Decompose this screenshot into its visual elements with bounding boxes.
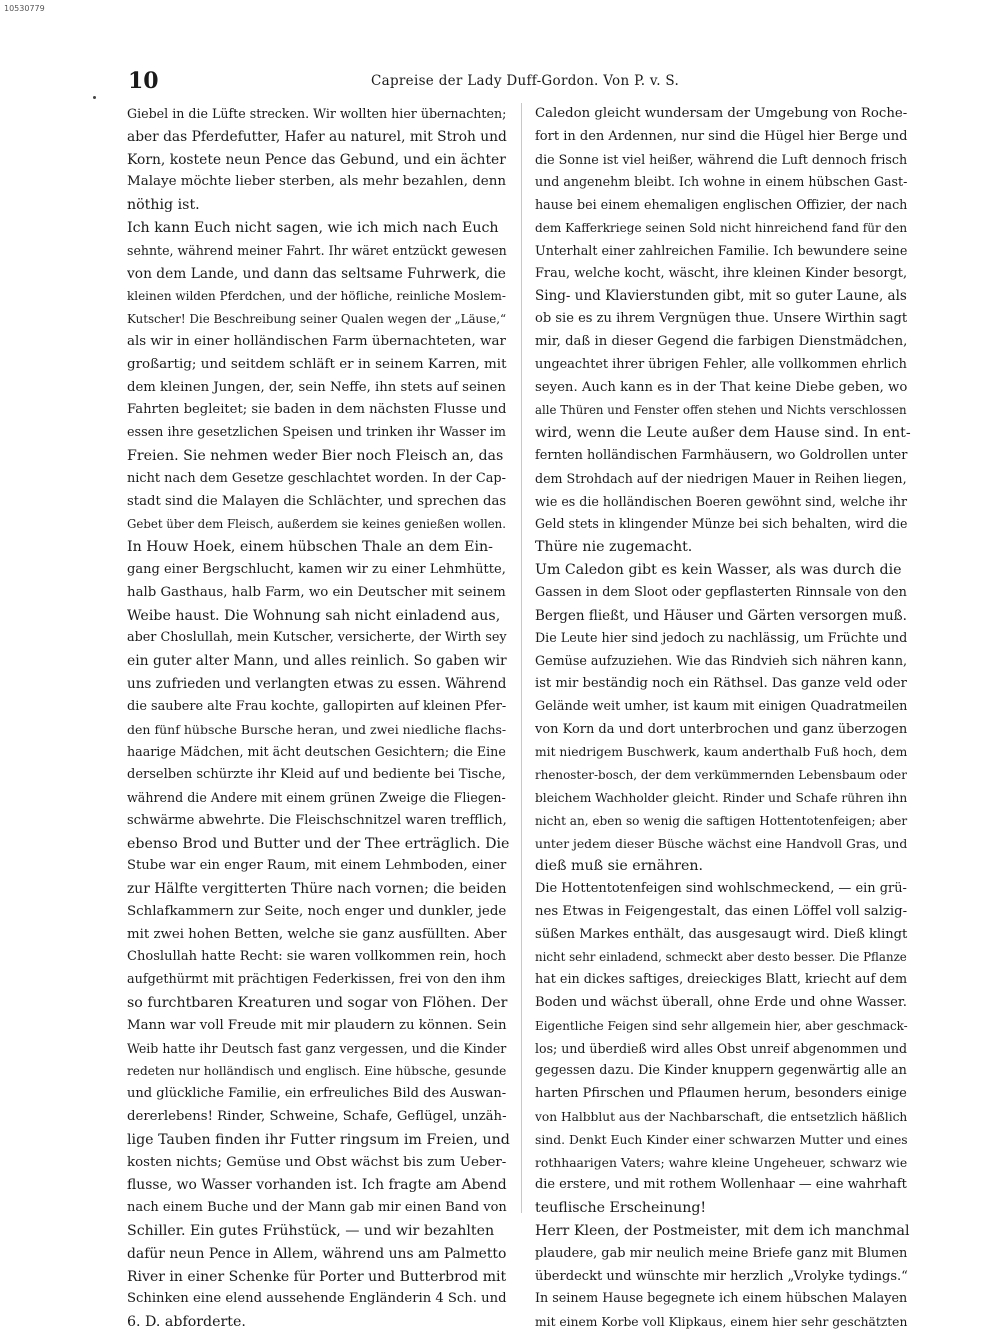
text-line: Die Hottentotenfeigen sind wohlschmeckend, — ein grü- [535,881,907,897]
text-line: kleinen wilden Pferdchen, und der höfliche, reinliche Moslem- [127,289,506,304]
text-line: von dem Lande, und dann das seltsame Fuhrwerk, die [127,265,506,282]
text-line: sehnte, während meiner Fahrt. Ihr wäret entzückt gewesen [127,242,507,258]
text-line: ebenso Brod und Butter und der Thee erträglich. Die [127,835,510,852]
text-line: dem kleinen Jungen, der, sein Neffe, ihn stets auf seinen [127,379,506,395]
text-line: und glückliche Familie, ein erfreuliches Bild des Auswan- [127,1086,507,1102]
text-line: fernten holländischen Farmhäusern, wo Goldrollen unter [535,447,908,463]
text-line: Kutscher! Die Beschreibung seiner Qualen wegen der „Läuse,“ [127,312,507,327]
text-line: ob sie es zu ihrem Vergnügen thue. Unsere Wirthin sagt [535,311,908,327]
text-line: aber das Pferdefutter, Hafer au naturel, mit Stroh und [127,128,507,145]
text-line: Caledon gleicht wundersam der Umgebung von Roche- [535,106,908,121]
text-line: Unterhalt einer zahlreichen Familie. Ich bewundere seine [535,242,908,258]
text-line: gegessen dazu. Die Kinder knuppern gegenwärtig alle an [535,1063,907,1079]
text-line: Freien. Sie nehmen weder Bier noch Fleisch an, das [127,447,504,464]
text-line: Malaye möchte lieber sterben, als mehr bezahlen, denn [127,174,506,190]
left-text-column [127,103,510,1334]
text-line: hat ein dickes saftiges, dreieckiges Blatt, kriecht auf dem [535,972,908,988]
text-line: rhenoster-bosch, der dem verkümmernden Lebensbaum oder [535,768,907,783]
text-line: flusse, wo Wasser vorhanden ist. Ich fragte am Abend [127,1177,507,1194]
text-line: Weibe haust. Die Wohnung sah nicht einladend aus, [127,607,501,624]
text-line: halb Gasthaus, halb Farm, wo ein Deutscher mit seinem [127,584,506,600]
text-line: die saubere alte Frau kochte, gallopirten auf kleinen Pfer- [127,698,507,714]
text-line: nicht sehr einladend, schmeckt aber desto besser. Die Pflanze [535,950,907,965]
text-line: überdeckt und wünschte mir herzlich „Vrolyke tydings.“ [535,1268,908,1284]
text-line: nicht nach dem Gesetze geschlachtet worden. In der Cap- [127,470,506,486]
text-line: In seinem Hause begegnete ich einem hübschen Malayen [535,1291,908,1307]
text-line: nes Etwas in Feigengestalt, das einen Löffel voll salzig- [535,903,908,919]
text-line: von Halbblut aus der Nachbarschaft, die entsetzlich häßlich [535,1110,908,1125]
text-line: Fahrten begleitet; sie baden in dem nächsten Flusse und [127,402,507,418]
text-line: zur Hälfte vergitterten Thüre nach vornen; die beiden [127,881,507,898]
text-line: großartig; und seitdem schläft er in seinem Karren, mit [127,356,507,372]
text-line: In Houw Hoek, einem hübschen Thale an dem Ein- [127,539,493,556]
text-line: bleichem Wachholder gleicht. Rinder und Schafe rühren ihn [535,790,908,805]
text-line: so furchtbaren Kreaturen und sogar von Flöhen. Der [127,995,508,1012]
text-line: nöthig ist. [127,197,200,214]
text-line: mir, daß in dieser Gegend die farbigen Dienstmädchen, [535,333,908,349]
text-line: Frau, welche kocht, wäscht, ihre kleinen Kinder besorgt, [535,265,908,281]
text-line: derselben schürzte ihr Kleid auf und bediente bei Tische, [127,767,506,783]
text-line: wird, wenn die Leute außer dem Hause sind. In ent- [535,425,911,442]
text-line: haarige Mädchen, mit ächt deutschen Gesichtern; die Eine [127,744,506,760]
text-line: Sing- und Klavierstunden gibt, mit so guter Laune, als [535,288,907,305]
text-line: 6. D. abforderte. [127,1314,246,1331]
text-line: Schinken eine elend aussehende Engländerin 4 Sch. und [127,1291,507,1307]
text-line: Mann war voll Freude mit mir plaudern zu können. Sein [127,1017,507,1033]
text-line: von Korn da und dort unterbrochen und ganz überzogen [535,721,908,737]
text-line: süßen Markes enthält, das ausgesaugt wird. Dieß klingt [535,926,908,942]
text-line: kosten nichts; Gemüse und Obst wächst bis zum Ueber- [127,1154,507,1170]
text-line: Weib hatte ihr Deutsch fast ganz vergessen, und die Kinder [127,1040,507,1056]
text-line: redeten nur holländisch und englisch. Eine hübsche, gesunde [127,1064,507,1079]
text-line: den fünf hübsche Bursche heran, und zwei niedliche flachs- [127,721,507,737]
text-line: Gebet über dem Fleisch, außerdem sie keines genießen wollen. [127,517,506,532]
text-line: lige Tauben finden ihr Futter ringsum im Freien, und [127,1131,510,1148]
text-line: die Sonne ist viel heißer, während die Luft dennoch frisch [535,151,908,167]
text-line: als wir in einer holländischen Farm übernachteten, war [127,333,506,349]
text-line: wie es die holländischen Boeren gewöhnt sind, welche ihr [535,493,908,509]
text-line: alle Thüren und Fenster offen stehen und Nichts verschlossen [535,403,907,418]
text-line: River in einer Schenke für Porter und Butterbrod mit [127,1268,507,1285]
page-number: 10 [128,68,159,94]
text-line: schwärme abwehrte. Die Fleischschnitzel waren trefflich, [127,812,507,828]
running-title: Capreise der Lady Duff-Gordon. Von P. v. S. [371,73,680,89]
text-line: dieß muß sie ernähren. [535,858,704,875]
text-line: Gelände weit umher, ist kaum mit einigen Quadratmeilen [535,698,908,714]
text-line: hause bei einem ehemaligen englischen Offizier, der nach [535,197,908,213]
text-line: Boden und wächst überall, ohne Erde und ohne Wasser. [535,995,907,1011]
text-line: und angenehm bleibt. Ich wohne in einem hübschen Gast- [535,174,908,190]
text-line: ein guter alter Mann, und alles reinlich. So gaben wir [127,653,507,670]
text-line: mit niedrigem Buschwerk, kaum anderthalb Fuß hoch, dem [535,745,908,760]
text-line: plaudere, gab mir neulich meine Briefe ganz mit Blumen [535,1245,908,1261]
text-line: rothhaarigen Vaters; wahre kleine Ungeheuer, schwarz wie [535,1155,908,1170]
text-line: Herr Kleen, der Postmeister, mit dem ich manchmal [535,1223,910,1240]
text-line: stadt sind die Malayen die Schlächter, und sprechen das [127,493,507,509]
text-line: harten Pfirschen und Pflaumen herum, besonders einige [535,1086,907,1102]
text-line: dererlebens! Rinder, Schweine, Schafe, Geflügel, unzäh- [127,1109,507,1125]
text-line: mit einem Korbe voll Klipkaus, einem hier sehr geschätzten [535,1315,908,1330]
text-line: seyen. Auch kann es in der That keine Diebe geben, wo [535,379,908,395]
text-line: Bergen fließt, und Häuser und Gärten versorgen muß. [535,607,907,624]
text-line: gang einer Bergschlucht, kamen wir zu einer Lehmhütte, [127,561,506,577]
page-header [0,0,1000,100]
text-line: Gemüse aufzuziehen. Wie das Rindvieh sich nähren kann, [535,653,908,669]
text-line: die erstere, und mit rothem Wollenhaar — eine wahrhaft [535,1177,907,1193]
text-line: Schiller. Ein gutes Frühstück, — und wir bezahlten [127,1223,495,1240]
text-line: Choslullah hatte Recht: sie waren vollkommen rein, hoch [127,949,507,965]
text-line: aber Choslullah, mein Kutscher, versicherte, der Wirth sey [127,630,507,646]
text-line: Ich kann Euch nicht sagen, wie ich mich nach Euch [127,219,499,236]
right-text-column [535,103,911,1334]
text-line: Eigentliche Feigen sind sehr allgemein hier, aber geschmack- [535,1018,908,1033]
text-line: nicht an, eben so wenig die saftigen Hottentotenfeigen; aber [535,813,908,828]
text-line: ist mir beständig noch ein Räthsel. Das ganze veld oder [535,675,907,691]
text-line: unter jedem dieser Büsche wächst eine Handvoll Gras, und [535,836,908,851]
text-line: aufgethürmt mit prächtigen Federkissen, frei von den ihm [127,972,506,988]
text-line: Giebel in die Lüfte strecken. Wir wollten hier übernachten; [127,106,507,121]
text-line: sind. Denkt Euch Kinder einer schwarzen Mutter und eines [535,1132,908,1147]
text-line: uns zufrieden und verlangten etwas zu essen. Während [127,675,507,692]
text-line: dem Strohdach auf der niedrigen Mauer in Reihen liegen, [535,470,907,486]
text-line: Korn, kostete neun Pence das Gebund, und ein ächter [127,151,506,168]
scan-id-label: 10530779 [4,4,45,13]
text-line: fort in den Ardennen, nur sind die Hügel hier Berge und [535,128,908,144]
text-line: Die Leute hier sind jedoch zu nachlässig, um Früchte und [535,630,908,646]
text-line: Thüre nie zugemacht. [535,539,693,556]
text-line: Um Caledon gibt es kein Wasser, als was durch die [535,561,902,578]
column-divider [521,103,522,1213]
text-line: dem Kafferkriege seinen Sold nicht hinreichend fand für den [535,220,908,235]
text-line: nach einem Buche und der Mann gab mir einen Band von [127,1200,507,1216]
text-line: Gassen in dem Sloot oder gepflasterten Rinnsale von den [535,584,907,600]
text-line: essen ihre gesetzlichen Speisen und trinken ihr Wasser im [127,425,506,441]
text-line: los; und überdieß wird alles Obst unreif abgenommen und [535,1040,908,1056]
text-line: teuflische Erscheinung! [535,1200,707,1217]
text-line: dafür neun Pence in Allem, während uns am Palmetto [127,1245,507,1262]
text-line: ungeachtet ihrer übrigen Fehler, alle vollkommen ehrlich [535,356,907,372]
text-line: Geld stets in klingender Münze bei sich behalten, wird die [535,516,908,532]
text-line: mit zwei hohen Betten, welche sie ganz ausfüllten. Aber [127,926,507,942]
text-line: Schlafkammern zur Seite, noch enger und dunkler, jede [127,903,507,919]
text-line: während die Andere mit einem grünen Zweige die Fliegen- [127,789,506,805]
text-line: Stube war ein enger Raum, mit einem Lehmboden, einer [127,858,507,874]
